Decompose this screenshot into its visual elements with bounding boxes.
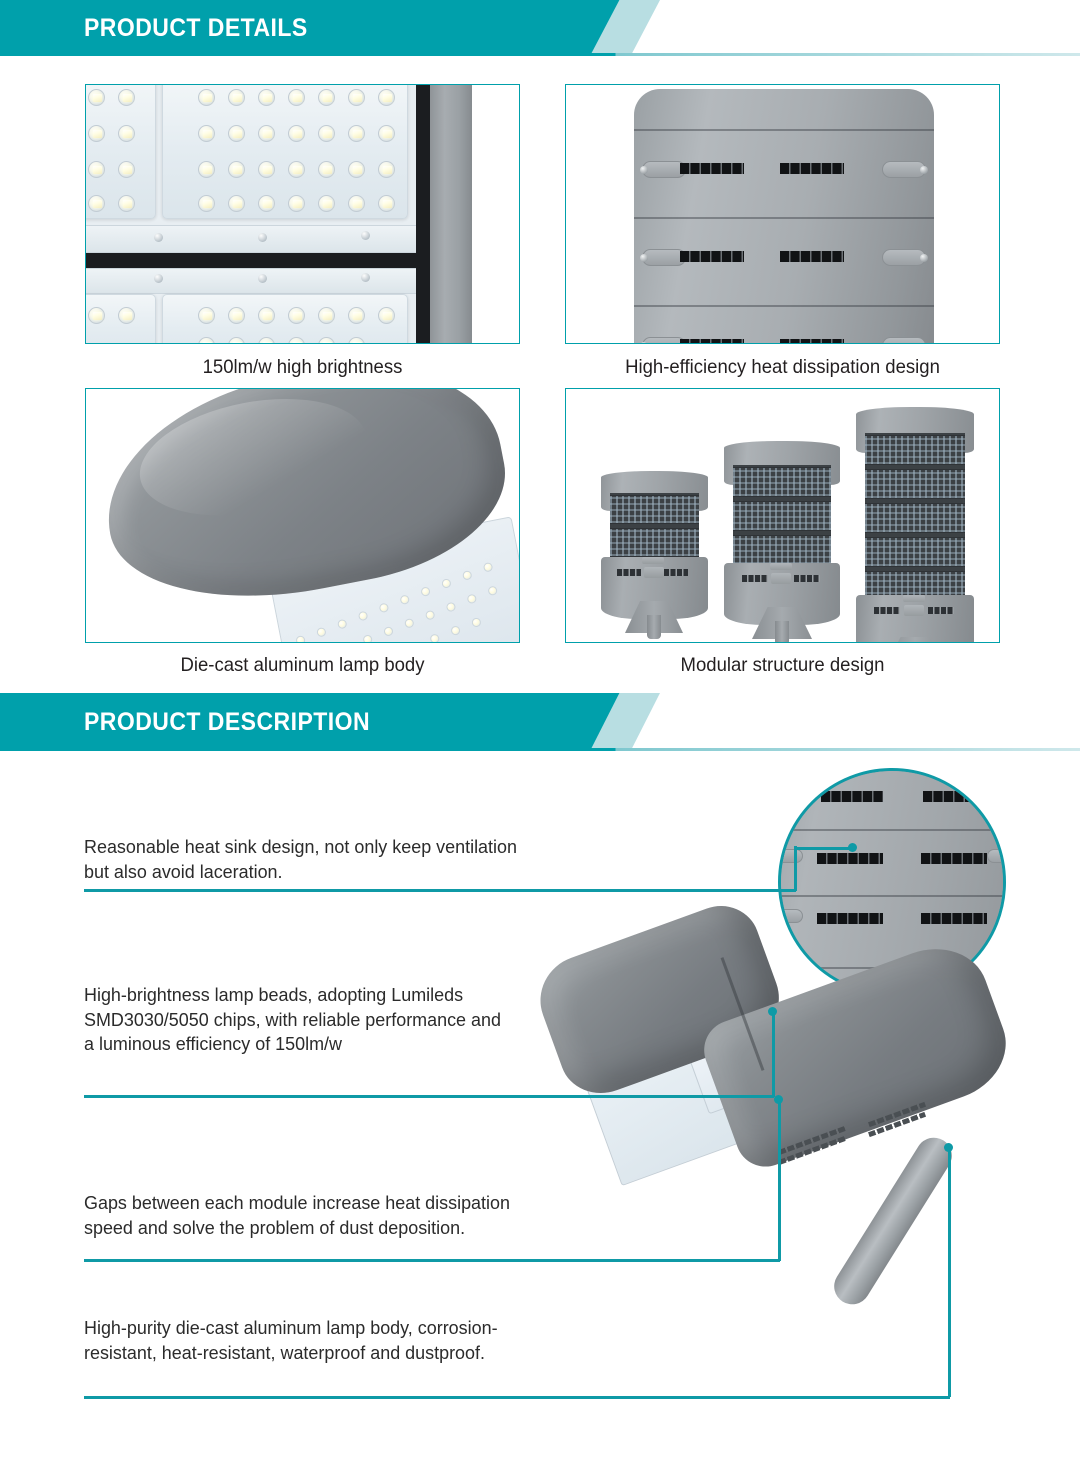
- feature-block-4: [84, 1316, 544, 1365]
- feature-leader-dot-3: [774, 1095, 783, 1104]
- feature-leader-line-2: [84, 1095, 774, 1098]
- section-banner-product-details: [0, 0, 1080, 56]
- feature-leader-riser-1: [794, 846, 797, 891]
- lamp-medium: [724, 441, 840, 639]
- detail-cell-3: [85, 388, 520, 698]
- feature-leader-riser-3: [778, 1099, 781, 1261]
- feature-leader-riser-2: [772, 1013, 775, 1097]
- feature-text-1: Reasonable heat sink design, not only keep ventilation but also avoid laceration.: [84, 836, 517, 882]
- feature-leader-riser-4: [948, 1147, 951, 1397]
- section-banner-product-description: [0, 693, 1080, 751]
- feature-leader-dot-4: [944, 1143, 953, 1152]
- detail-cell-1: [85, 84, 520, 394]
- led-module-closeup-photo: [85, 84, 520, 344]
- feature-leader-connector-1: [794, 847, 850, 850]
- detail-cell-2: [565, 84, 1000, 394]
- section-title-product-description: PRODUCT DESCRIPTION: [84, 707, 371, 736]
- feature-text-2: High-brightness lamp beads, adopting Lumileds SMD3030/5050 chips, with reliable performance and a luminous efficiency of 150lm/w: [84, 984, 501, 1054]
- feature-leader-line-1: [84, 889, 796, 892]
- section-title-product-details: PRODUCT DETAILS: [84, 13, 308, 42]
- product-description-section: [0, 751, 1080, 1461]
- heat-sink-back-photo: [565, 84, 1000, 344]
- feature-block-1: [84, 835, 554, 884]
- feature-text-4: High-purity die-cast aluminum lamp body, corrosion-resistant, heat-resistant, waterproof and dustproof.: [84, 1317, 498, 1363]
- detail-cell-4: [565, 388, 1000, 698]
- lamp-large: [856, 407, 974, 639]
- detail-caption-4: Modular structure design: [680, 654, 885, 676]
- feature-leader-dot-2: [768, 1007, 777, 1016]
- detail-caption-3: Die-cast aluminum lamp body: [180, 654, 425, 676]
- detail-caption-2: High-efficiency heat dissipation design: [625, 356, 940, 378]
- feature-text-3: Gaps between each module increase heat dissipation speed and solve the problem of dust deposition.: [84, 1192, 510, 1238]
- modular-lamp-sizes-photo: [565, 388, 1000, 643]
- lamp-small: [601, 471, 708, 639]
- die-cast-housing-photo: [85, 388, 520, 643]
- detail-caption-1: 150lm/w high brightness: [202, 356, 403, 378]
- feature-block-3: [84, 1191, 524, 1240]
- feature-block-2: [84, 983, 514, 1057]
- hero-street-light-photo: [545, 926, 1065, 1246]
- feature-leader-line-3: [84, 1259, 780, 1262]
- feature-leader-line-4: [84, 1396, 950, 1399]
